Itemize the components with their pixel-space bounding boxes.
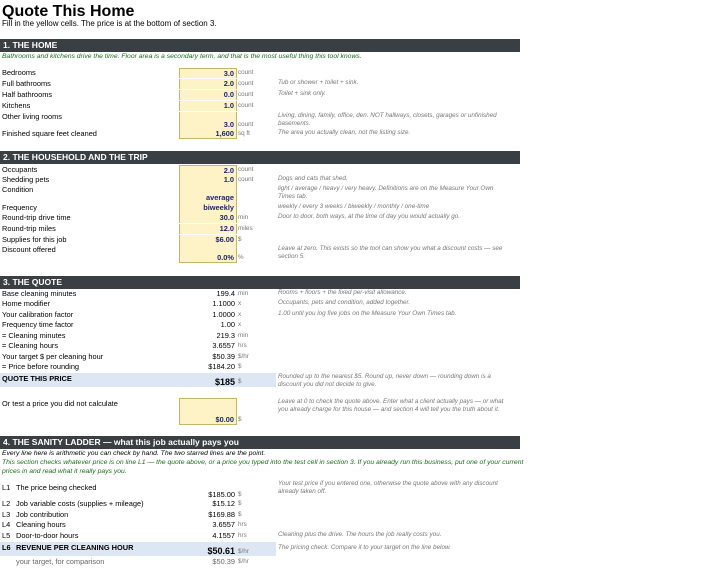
calc-label: Frequency time factor (2, 320, 74, 329)
ladder-row-highlight (0, 542, 520, 556)
form-row-discount (0, 245, 520, 263)
occupants-input[interactable]: 2.0 (179, 165, 237, 175)
field-hint: Rounded up to the nearest $5. Round up, never down — rounding down is a (278, 373, 491, 380)
unit-label: x (238, 311, 242, 318)
unit-label: x (238, 321, 242, 328)
ladder-label: Door-to-door hours (16, 531, 79, 540)
quote-row (0, 373, 520, 387)
calc-label: Your target $ per cleaning hour (2, 352, 104, 361)
field-hint: 1.00 until you log five jobs on the Measure Your Own Times tab. (278, 310, 457, 317)
field-label: Shedding pets (2, 175, 50, 184)
revenue-per-hour-value: $50.61 (207, 546, 235, 556)
ladder-code: L4 (2, 520, 11, 529)
ladder-value: $169.88 (208, 510, 235, 519)
shedding-pets-input[interactable]: 1.0 (179, 175, 237, 185)
field-label: Round-trip drive time (2, 213, 71, 222)
ladder-value: 3.6557 (212, 520, 235, 529)
calc-value: 199.4 (216, 289, 235, 298)
field-label: Finished square feet cleaned (2, 129, 97, 138)
field-hint: Leave at 0 to check the quote above. Enter what a client actually pays — or what (278, 398, 504, 405)
unit-label: hrs (238, 521, 247, 528)
condition-select[interactable]: average (179, 193, 237, 203)
bedrooms-input[interactable]: 3.0 (179, 68, 237, 78)
ladder-value: $15.12 (212, 499, 235, 508)
section-3-header: 3. THE QUOTE (0, 276, 520, 289)
form-row-other-rooms (0, 112, 520, 130)
unit-label: $ (238, 363, 242, 370)
field-hint-cont: you already charge for this house — and section 4 will tell you the truth about it. (278, 406, 500, 413)
round-trip-miles-input[interactable]: 12.0 (179, 224, 237, 234)
form-row-pets (0, 175, 520, 185)
ladder-code: L2 (2, 499, 11, 508)
page-title: Quote This Home (2, 3, 135, 20)
ladder-code: L6 (2, 543, 11, 552)
field-hint: Your test price if you entered one, otherwise the quote above with any discount (278, 480, 498, 487)
section-1-header: 1. THE HOME (0, 39, 520, 52)
calc-row (0, 299, 520, 309)
unit-label: count (238, 121, 254, 128)
field-label: Other living rooms (2, 112, 62, 121)
ladder-label: Job contribution (16, 510, 69, 519)
field-label: Occupants (2, 165, 38, 174)
field-label: Supplies for this job (2, 235, 67, 244)
ladder-row (0, 557, 520, 567)
calc-value: $184.20 (208, 362, 235, 371)
section-4-header: 4. THE SANITY LADDER — what this job actually pays you (0, 436, 520, 449)
unit-label: hrs (238, 532, 247, 539)
field-label: Bedrooms (2, 68, 36, 77)
test-price-label: Or test a price you did not calculate (2, 399, 118, 408)
field-hint: The area you actually clean, not the listing size. (278, 129, 411, 136)
page-subtitle: Fill in the yellow cells. The price is at the bottom of section 3. (2, 19, 217, 28)
unit-label: $ (238, 491, 242, 498)
frequency-select[interactable]: biweekly (179, 203, 237, 213)
discount-input[interactable]: 0.0% (179, 245, 237, 263)
unit-label: $ (238, 378, 242, 385)
field-label: Half bathrooms (2, 90, 53, 99)
field-hint: Toilet + sink only. (278, 90, 326, 97)
section-4-instructions: This section checks whatever price is on line L1 — the quote above, or a price you typed into the test cell in section 3. If you already run this business, put one of your current (2, 459, 524, 466)
full-bathrooms-input[interactable]: 2.0 (179, 79, 237, 89)
half-bathrooms-input[interactable]: 0.0 (179, 90, 237, 100)
field-label: Kitchens (2, 101, 31, 110)
calc-label: = Price before rounding (2, 362, 80, 371)
form-row-kitchens (0, 101, 520, 111)
field-label: Round-trip miles (2, 224, 56, 233)
calc-value: 219.3 (216, 331, 235, 340)
unit-label: $/hr (238, 558, 249, 565)
ladder-row (0, 520, 520, 530)
ladder-row (0, 531, 520, 541)
field-hint: Dogs and cats that shed. (278, 175, 348, 182)
form-row-half-baths (0, 90, 520, 100)
form-row-full-baths (0, 79, 520, 89)
section-4-note: Every line here is arithmetic you can check by hand. The two starred lines are the point. (2, 450, 266, 457)
ladder-code: L3 (2, 510, 11, 519)
section-1-note: Bathrooms and kitchens drive the time. Floor area is a secondary term, and that is the most useful thing this tool knows. (2, 53, 362, 60)
calc-value: 1.1000 (212, 299, 235, 308)
ladder-value: $185.00 (208, 490, 235, 499)
calc-row (0, 352, 520, 362)
form-row-supplies (0, 235, 520, 245)
field-hint: Living, dining, family, office, den. NOT hallways, closets, garages or unfinished (278, 112, 497, 119)
field-hint: Leave at zero. This exists so the tool can show you what a discount costs — see (278, 245, 503, 252)
unit-label: $ (238, 416, 242, 423)
form-row-condition-value (0, 193, 520, 203)
quote-value: $185 (214, 377, 235, 387)
field-hint: The pricing check. Compare it to your target on the line below. (278, 544, 451, 551)
ladder-label: Job variable costs (supplies + mileage) (16, 499, 144, 508)
section-2-header: 2. THE HOUSEHOLD AND THE TRIP (0, 151, 520, 164)
calc-label: Base cleaning minutes (2, 289, 77, 298)
kitchens-input[interactable]: 1.0 (179, 101, 237, 111)
field-label: Discount offered (2, 245, 56, 254)
calc-label: Home modifier (2, 299, 51, 308)
field-label: Frequency (2, 203, 37, 212)
unit-label: min (238, 214, 249, 221)
calc-label: Your calibration factor (2, 310, 74, 319)
unit-label: % (238, 254, 244, 261)
unit-label: $ (238, 511, 242, 518)
field-hint: Tub or shower + toilet + sink. (278, 79, 359, 86)
ladder-row (0, 510, 520, 520)
form-row-sqft (0, 129, 520, 139)
calc-row (0, 289, 520, 299)
unit-label: hrs (238, 342, 247, 349)
field-hint-cont: basements. (278, 120, 311, 127)
unit-label: x (238, 300, 242, 307)
ladder-label: REVENUE PER CLEANING HOUR (16, 543, 134, 552)
calc-row (0, 310, 520, 320)
field-label: Condition (2, 185, 34, 194)
drive-time-input[interactable]: 30.0 (179, 213, 237, 223)
unit-label: min (238, 290, 249, 297)
form-row-miles (0, 224, 520, 234)
unit-label: $/hr (238, 548, 249, 555)
ladder-value: 4.1557 (212, 531, 235, 540)
unit-label: sq ft (238, 130, 250, 137)
unit-label: count (238, 176, 254, 183)
form-row-drive-time (0, 213, 520, 223)
unit-label: $ (238, 236, 242, 243)
calc-value: $50.39 (212, 352, 235, 361)
calc-row (0, 331, 520, 341)
supplies-input[interactable]: $6.00 (179, 235, 237, 245)
unit-label: count (238, 80, 254, 87)
field-hint: discount you did not decide to give. (278, 381, 377, 388)
field-hint: weekly / every 3 weeks / biweekly / monthly / one-time (278, 203, 430, 210)
ladder-row (0, 499, 520, 509)
field-label: Full bathrooms (2, 79, 51, 88)
section-4-instructions-cont: prices in and read what it really pays you. (2, 468, 127, 475)
test-price-row (0, 398, 520, 425)
unit-label: count (238, 69, 254, 76)
ladder-value: $50.39 (212, 557, 235, 566)
quote-label: QUOTE THIS PRICE (2, 374, 72, 383)
unit-label: miles (238, 225, 253, 232)
field-hint-cont: section 5. (278, 253, 305, 260)
unit-label: count (238, 91, 254, 98)
form-row-occupants (0, 165, 520, 175)
calc-value: 3.6557 (212, 341, 235, 350)
ladder-code: L1 (2, 483, 11, 492)
field-hint: Occupants, pets and condition, added together. (278, 299, 411, 306)
test-price-input[interactable]: $0.00 (179, 398, 237, 425)
field-hint: light / average / heavy / very heavy. Definitions are on the Measure Your Own (278, 185, 494, 192)
calc-label: = Cleaning minutes (2, 331, 66, 340)
field-hint-cont: already taken off. (278, 488, 327, 495)
field-hint: Rooms + floors + the fixed per-visit allowance. (278, 289, 407, 296)
form-row-bedrooms (0, 68, 520, 78)
unit-label: $/hr (238, 353, 249, 360)
square-feet-input[interactable]: 1,600 (179, 129, 237, 139)
calc-value: 1.00 (220, 320, 235, 329)
field-hint: Door to door, both ways, at the time of day you would actually go. (278, 213, 461, 220)
form-row-frequency (0, 203, 520, 213)
other-living-rooms-input[interactable]: 3.0 (179, 112, 237, 130)
ladder-label: your target, for comparison (16, 557, 105, 566)
calc-row (0, 320, 520, 330)
unit-label: count (238, 102, 254, 109)
ladder-label: The price being checked (16, 483, 97, 492)
field-hint-cont: Times tab. (278, 193, 308, 200)
unit-label: $ (238, 500, 242, 507)
ladder-label: Cleaning hours (16, 520, 66, 529)
calc-label: = Cleaning hours (2, 341, 59, 350)
calc-value: 1.0000 (212, 310, 235, 319)
ladder-code: L5 (2, 531, 11, 540)
unit-label: count (238, 166, 254, 173)
calc-row (0, 341, 520, 351)
unit-label: min (238, 332, 249, 339)
ladder-row (0, 480, 520, 500)
field-hint: Cleaning plus the drive. The hours the job really costs you. (278, 531, 442, 538)
